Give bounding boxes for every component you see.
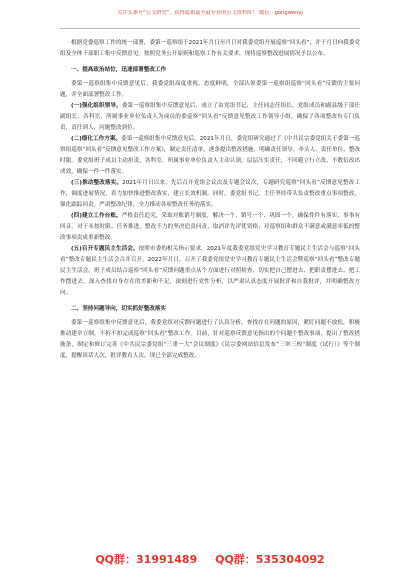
item-text: 2021年月日以来，先后召开党组会议次及专题会议次，专题研究巡察“回头看”反馈意见整改工作，调度进展情况，着力加快推进整改落实，建立长效机制。同时，委党组书记、主任坚持带头负责整改重点事项整改，强化跟踪问责。严肃整改纪律，全力推动各项整改任务的落实。 — [60, 180, 360, 208]
qq-group-2: QQ群：535304092 — [215, 553, 325, 566]
page-header-watermark: 关注头条号“公文研究”，获得最新最全最专业的公文资料库！ 微信：gongwenyj — [117, 10, 303, 16]
item-text: 委第一巡察组集中反馈意见后，成立了由党组书记、主任同志任组长，党组成员和副县级干部任副组长，各科室、所属事业单位负责人为成员的委巡察“回头看”反馈意见整改工作领导小组，确保了各项整改有专门负责，责任到人，问题整改到位。 — [60, 103, 360, 131]
item-text: 委第一巡察组集中反馈意见后，2021年月日，委党组研究通过了《中共民宗委党组关于委第一巡察组巡察“回头看”反馈意见整改工作方案》，制定责任清单，逐条提出整改措施，明确责任领导、牵头人、责任单位、整改时限。委党组班子成员主动担责，各科室、所属事业单位负责人主动认领，层层压实责任，不回避立行立改，不敷衍改出成效，确保一件一件落实。 — [60, 136, 360, 175]
item-title: (一)强化组织领导。 — [71, 103, 122, 109]
item-work-ledger — [60, 211, 360, 244]
intro-paragraph: 根据党委巡察工作的统一部署，委第一巡察组于2021年月日至月日对我委党组开展巡察“回头看”，并于月日向我委党组及全体干部职工集中反馈意见。按照党务公开原则和巡察工作有关要求，现将巡察整改进展情况予以公布。 — [60, 40, 360, 57]
section-2-paragraph: 委第一巡察组集中反馈意见后，我委党组对反馈问题进行了认真分析，查找存在问题的原因，紧盯问题不放松，积极推动建章立制，不折不扣完成巡察“回头看”整改工作。目前，针对巡察反馈意见指出的个问题个整改事项，提出了整改措施条，制定和修订完善《中共民宗委党组“三重一大”会议制度》《民宗委网站信息发布“三审三校”制度（试行）》等个制度，提醒谈话人次，批评教育人次，现已全部完成整改。 — [60, 320, 360, 359]
document-body — [60, 38, 360, 538]
item-title: (三)推动整改落实。 — [71, 180, 123, 186]
item-text: 严格责任追究，采取对账销号制度，解决一个、销号一个、巩固一个，确保件件有落实、事事有回音。对于未按时限、任务推进，整改不力的坚决追责问责，取消评先评优资格；对巡察组和群众不满意或满意率低的整改事项责成重新整改。 — [60, 213, 360, 241]
item-work-plan — [60, 134, 360, 178]
item-title: (四)建立工作台账。 — [71, 213, 122, 219]
item-text: 按照市委的相关指示要求，2021年度我委党组党史学习教育专题民主生活会与巡察“回头看”整改专题民主生活会合并召开。2022年月日，召开了我委党组党史学习教育专题民主生活会暨巡察“回头看”整改专题民主生活会，班子成员结合巡察“回头看”反馈问题重点从个方面进行对照检查，切实把自己摆进去、把职责摆进去、把工作摆进去，深入查找自身存在的差距和不足，深刻进行党性分析，以严肃认真态度开展批评和自我批评，并明确整改方向。 — [60, 246, 360, 296]
item-title: (二)细化工作方案。 — [71, 136, 122, 142]
section-2-heading: 二、坚持问题导向，切实抓好整改落实 — [71, 306, 167, 312]
footer-qq-groups — [70, 551, 350, 565]
section-1-paragraph: 委第一巡察组集中反馈意见后，我委党组高度重视、态度鲜明，全部认领委第一巡察组巡察“回头看”反馈的主要问题，并全面部署整改工作。 — [60, 81, 360, 98]
item-title: (五)召开专题民主生活会。 — [71, 246, 139, 252]
item-democratic-life-meeting — [60, 244, 360, 299]
item-implementation — [60, 178, 360, 211]
header-divider — [60, 28, 360, 29]
item-organization-leadership — [60, 101, 360, 134]
qq-group-1: QQ群：31991489 — [95, 553, 198, 566]
section-1-heading: 一、提高政治站位，迅速部署整改工作 — [71, 67, 167, 73]
